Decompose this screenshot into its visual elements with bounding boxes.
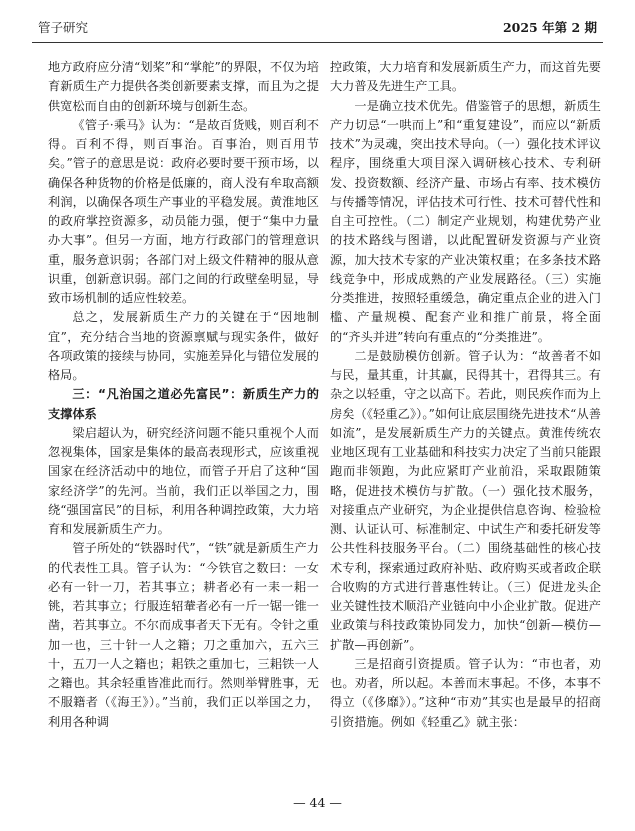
- issue-label: 2025 年第 2 期: [502, 20, 597, 35]
- paragraph: 总之，发展新质生产力的关键在于“因地制宜”，充分结合当地的资源禀赋与现实条件，做好各项政策的接续与协同，实施差异化与错位发展的格局。: [48, 310, 319, 382]
- paragraph: 《管子·乘马》认为：“是故百货贱，则百利不得。百利不得，则百事治。百事治，则百用节矣。”管子的意思是说：政府必要时要干预市场，以确保各种货物的价格是低廉的，商人没有牟取高额利润，以确保各项生产事业的平稳发展。黄淮地区的政府掌控资源多，动员能力强，便于“集中力量办大事”。但另一方面，地方行政部门的管理意识重，服务意识弱；各部门对上级文件精神的服从意识重，创新意识弱。部门之间的行政壁垒明显，导致市场机制的适应性较差。: [48, 117, 319, 305]
- left-column: [48, 58, 319, 732]
- paragraph: 一是确立技术优先。借鉴管子的思想，新质生产力切忌“一哄而上”和“重复建设”，而应以“新质技术”为灵魂，突出技术导向。（一）强化技术评议程序，围绕重大项目深入调研核心技术、专利研发、投资数额、经济产量、市场占有率、技术模仿与传播等情况，评估技术可行性、技术可替代性和自主可控性。（二）制定产业规划，构建优势产业的技术路线与图谱，以此配置研发资源与产业资源，加大技术专家的产业决策权重；在多条技术路线竞争中，形成成熟的产业发展路径。（三）实施分类推进，按照轻重缓急，确定重点企业的进入门槛、产量规模、配套产业和推广前景，将全面的“齐头并进”转向有重点的“分类推进”。: [330, 98, 601, 344]
- page-number: — 44 —: [293, 795, 342, 810]
- paragraph: 梁启超认为，研究经济问题不能只重视个人而忽视集体，国家是集体的最高表现形式，应该重视国家在经济活动中的地位，而管子开启了这种“国家经济学”的先河。当前，我们正以举国之力，围绕“强国富民”的目标，利用各种调控政策，大力培育和发展新质生产力。: [48, 425, 319, 536]
- paragraph: 管子所处的“铁器时代”，“铁”就是新质生产力的代表性工具。管子认为：“今铁官之数曰：一女必有一针一刀，若其事立；耕者必有一耒一耜一铫，若其事立；行服连轺輂者必有一斤一锯一锥一凿，若其事立。不尔而成事者天下无有。令针之重加一也，三十针一人之籍；刀之重加六，五六三十，五刀一人之籍也；耜铁之重加七，三耜铁一人之籍也。其余轻重皆准此而行。然则举臂胜事，无不服籍者（《海王》）。”当前，我们正以举国之力，利用各种调: [48, 541, 319, 729]
- paragraph: 三是招商引资提质。管子认为：“市也者，劝也。劝者，所以起。本善而末事起。不侈，本事不得立（《侈靡》）。”这种“市劝”其实也是最早的招商引资措施。例如《轻重乙》就主张：: [330, 656, 601, 729]
- paragraph: 控政策，大力培育和发展新质生产力，而这首先要大力普及先进生产工具。: [330, 60, 601, 94]
- journal-title: 管子研究: [38, 20, 89, 35]
- paragraph: 地方政府应分清“划桨”和“掌舵”的界限，不仅为培育新质生产力提供各类创新要素支撑，而且为之提供宽松而自由的创新环境与创新生态。: [48, 60, 319, 113]
- section-heading: 三：“凡治国之道必先富民”：新质生产力的支撑体系: [48, 387, 319, 421]
- running-header: [32, 18, 603, 36]
- paragraph: 二是鼓励模仿创新。管子认为：“故善者不如与民，量其重，计其赢，民得其十，君得其三。有杂之以轻重，守之以高下。若此，则民疾作而为上房矣（《轻重乙》）。”如何让底层围绕先进技术“从善如流”，是发展新质生产力的关键点。黄淮传统农业地区现有工业基础和科技实力决定了当前只能跟跑而非领跑，为此应紧盯产业前沿，采取跟随策略，促进技术模仿与扩散。（一）强化技术服务，对接重点产业研究，为企业提供信息咨询、检验检测、认证认可、标准制定、中试生产和委托研发等公共性科技服务平台。（二）围绕基础性的核心技术专利，探索通过政府补贴、政府购买或者政企联合收购的方式进行普惠性转让。（三）促进龙头企业关键性技术顺沿产业链向中小企业扩散。促进产业政策与科技政策协同发力，加快“创新—模仿—扩散—再创新”。: [330, 348, 601, 652]
- right-column: [330, 58, 601, 732]
- header-rule: [32, 42, 603, 43]
